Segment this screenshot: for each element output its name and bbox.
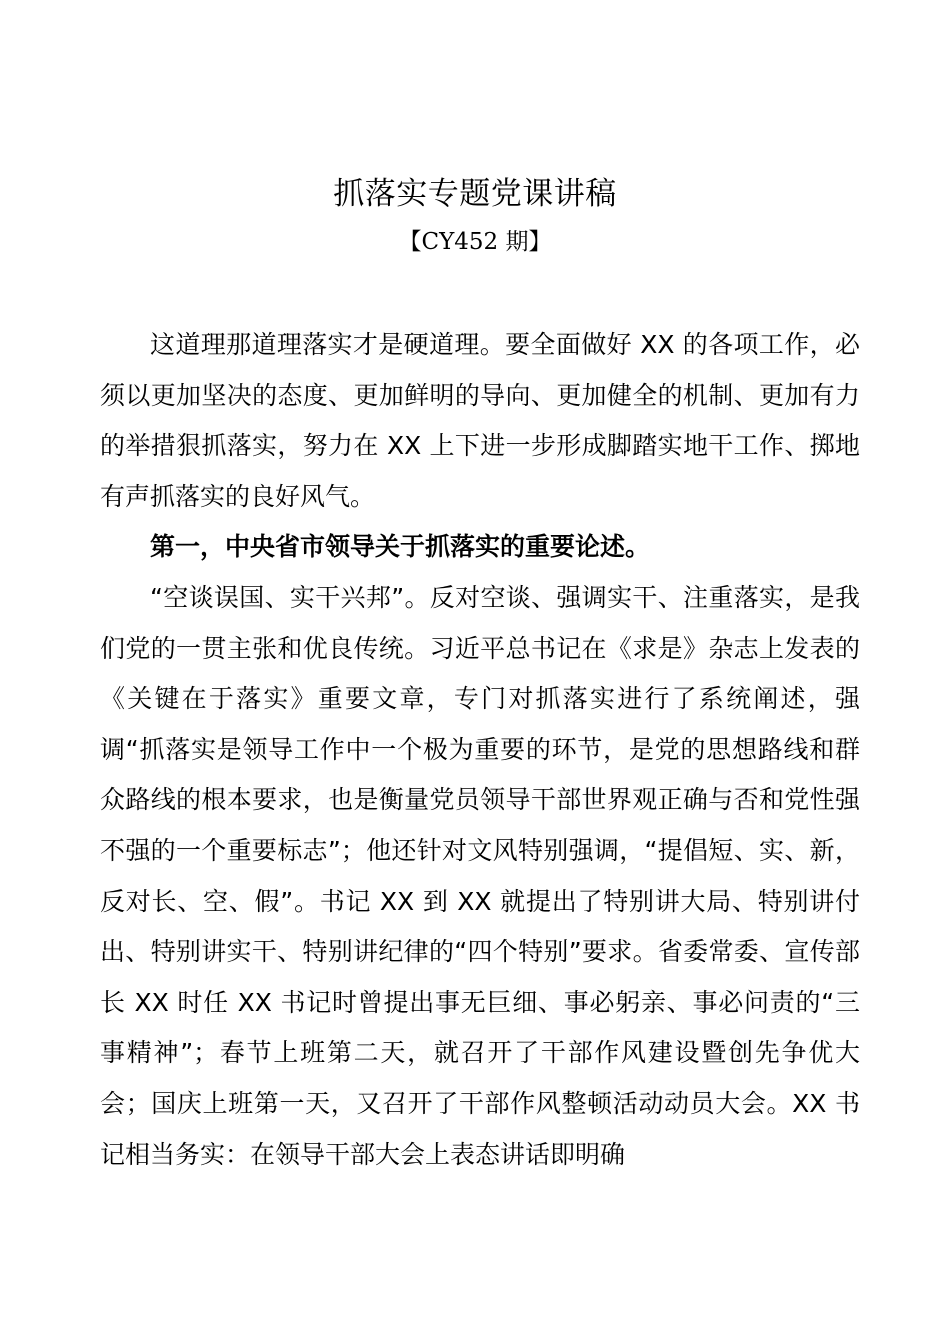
document-title: 抓落实专题党课讲稿 <box>333 176 617 212</box>
issue-number: 【CY452 期】 <box>398 229 552 255</box>
section-heading: 第一，中央省市领导关于抓落实的重要论述。 <box>150 532 651 562</box>
document-body <box>100 320 860 1180</box>
intro-paragraph: 这道理那道理落实才是硬道理。要全面做好 XX 的各项工作，必须以更加坚决的态度、更加鲜明的导向、更加健全的机制、更加有力的举措狠抓落实，努力在 XX 上下进一步形成脚踏实地干工作、掷地有声抓落实的良好风气。 <box>100 330 860 511</box>
body-paragraph: “空谈误国、实干兴邦”。反对空谈、强调实干、注重落实，是我们党的一贯主张和优良传统。习近平总书记在《求是》杂志上发表的《关键在于落实》重要文章，专门对抓落实进行了系统阐述，强调“抓落实是领导工作中一个极为重要的环节，是党的思想路线和群众路线的根本要求，也是衡量党员领导干部世界观正确与否和党性强不强的一个重要标志”；他还针对文风特别强调，“提倡短、实、新，反对长、空、假”。书记 XX 到 XX 就提出了特别讲大局、特别讲付出、特别讲实干、特别讲纪律的“四个特别”要求。省委常委、宣传部长 XX 时任 XX 书记时曾提出事无巨细、事必躬亲、事必问责的“三事精神”；春节上班第二天，就召开了干部作风建设暨创先争优大会；国庆上班第一天，又召开了干部作风整顿活动动员大会。XX 书记相当务实：在领导干部大会上表态讲话即明确 <box>100 582 860 1169</box>
